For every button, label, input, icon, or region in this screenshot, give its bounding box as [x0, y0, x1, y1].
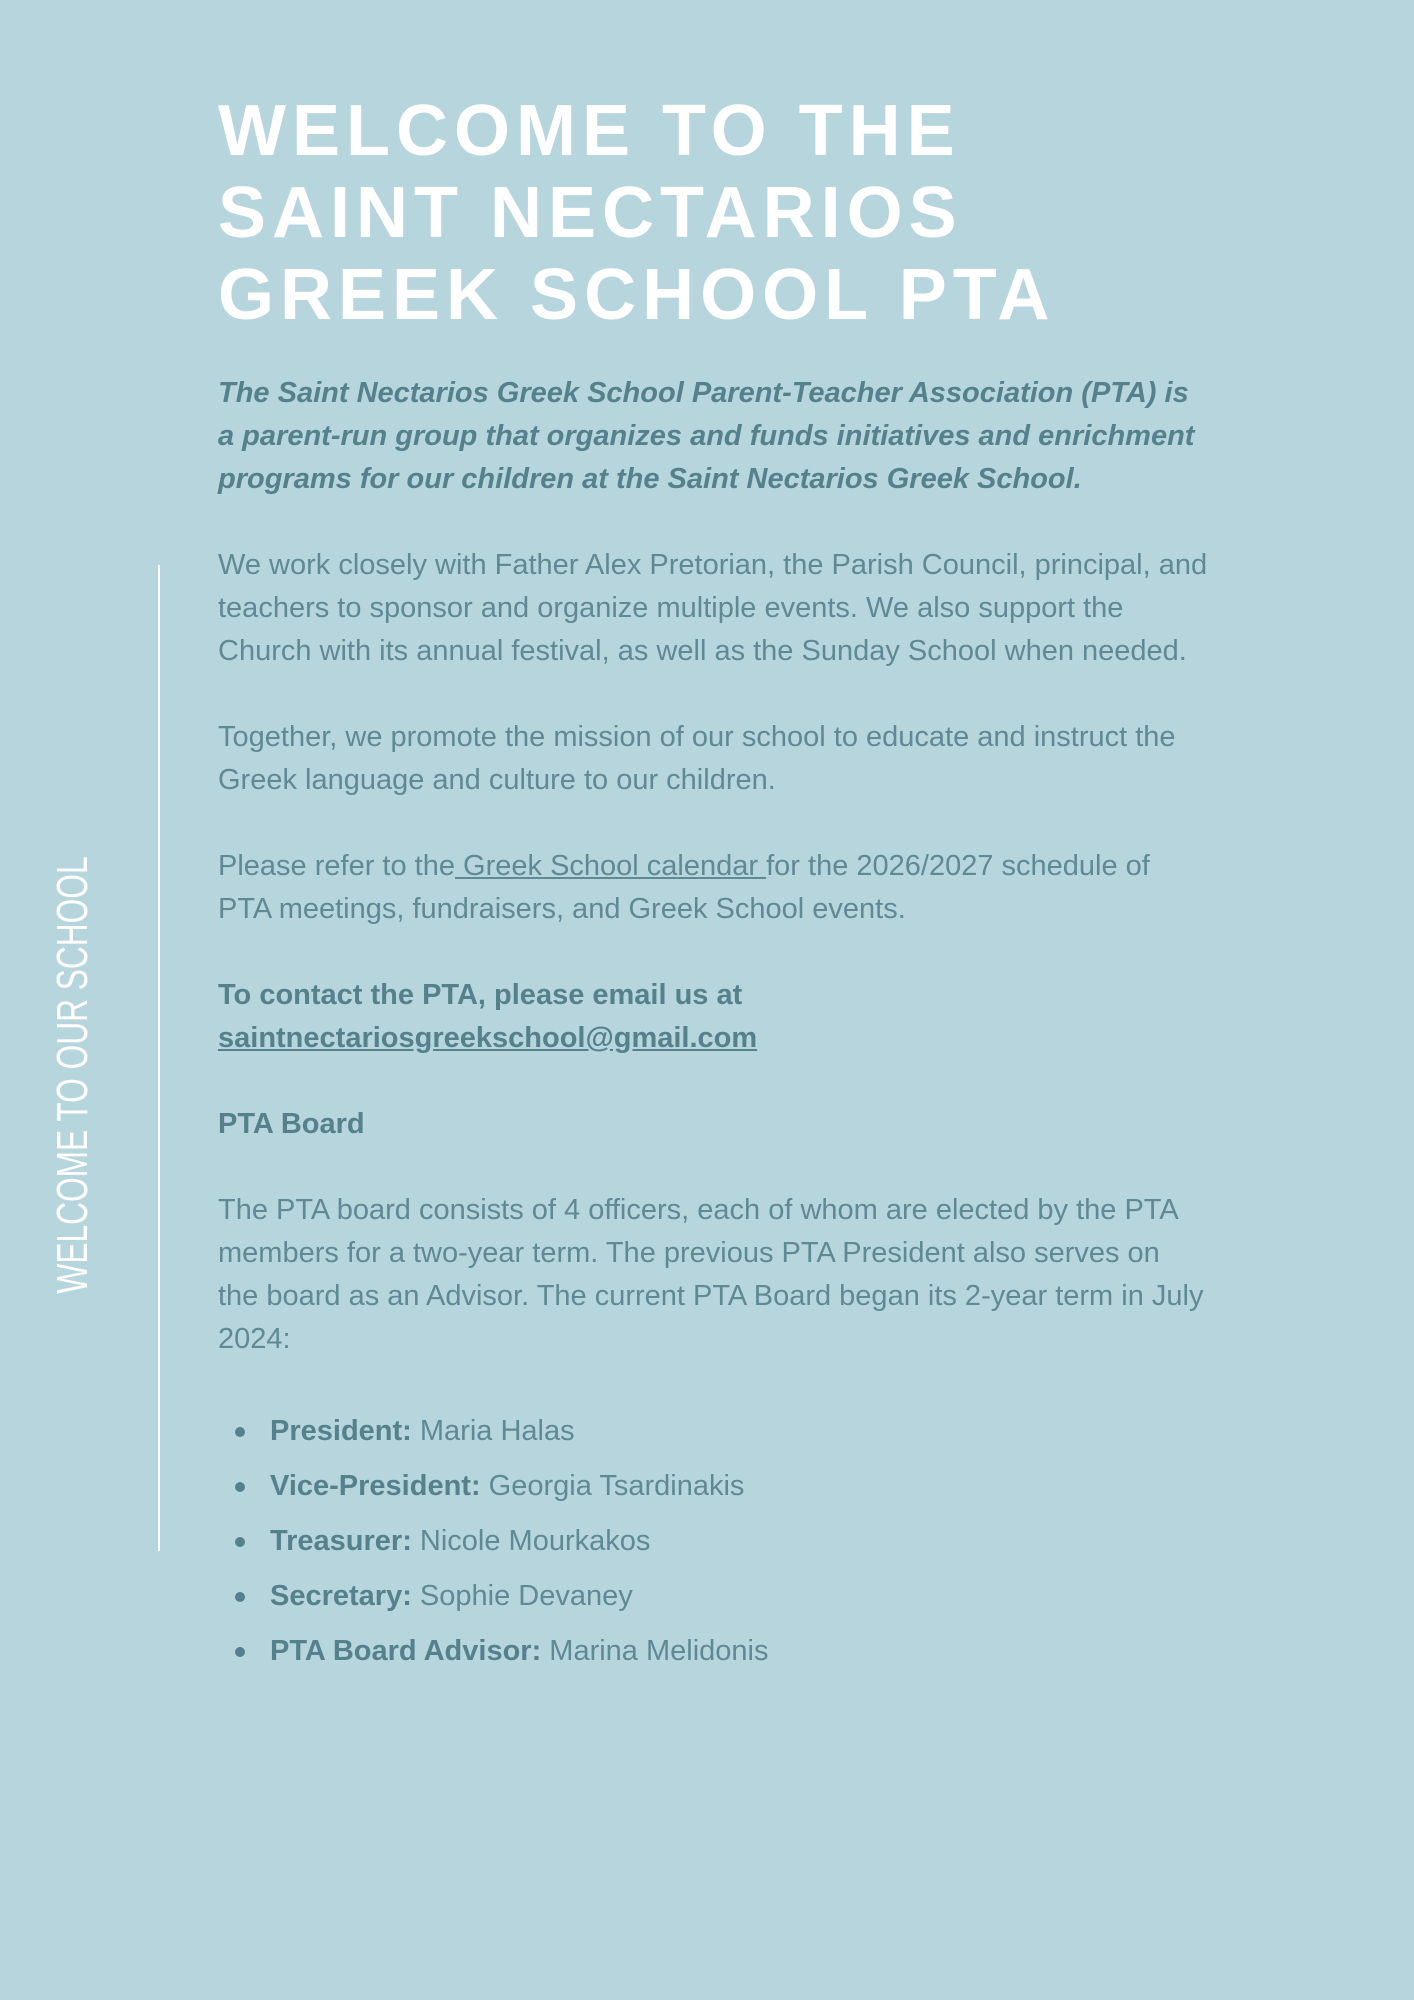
member-role: Treasurer:	[270, 1525, 412, 1557]
board-member-treasurer	[218, 1514, 1208, 1569]
paragraph-collaboration: We work closely with Father Alex Pretorian, the Parish Council, principal, and teachers to sponsor and organize multiple events. We also support the Church with its annual festival, as well as the Sunday School when needed.	[218, 549, 1208, 667]
member-name: Maria Halas	[411, 1415, 575, 1447]
member-role: President:	[270, 1415, 412, 1447]
intro-lead: The Saint Nectarios Greek School Parent-Teacher Association (PTA) is a parent-run group that organizes and funds initiatives and enrichment programs for our children at the Saint Nectarios Greek School.	[218, 377, 1195, 495]
board-members-list	[218, 1404, 1208, 1679]
bullet-icon	[235, 1537, 245, 1547]
vertical-divider	[158, 565, 160, 1551]
calendar-text-after: for the 2026/2027 schedule of PTA meetings, fundraisers, and Greek School events.	[218, 850, 1150, 925]
bullet-icon	[235, 1647, 245, 1657]
board-member-advisor	[218, 1624, 1208, 1679]
calendar-text-before: Please refer to the	[218, 850, 455, 882]
greek-school-calendar-link[interactable]: Greek School calendar	[454, 850, 767, 882]
bullet-icon	[235, 1592, 245, 1602]
contact-text: To contact the PTA, please email us at	[218, 979, 743, 1011]
main-content	[218, 90, 1208, 1679]
board-member-president	[218, 1404, 1208, 1459]
paragraph-mission: Together, we promote the mission of our school to educate and instruct the Greek language and culture to our children.	[218, 721, 1176, 796]
board-heading: PTA Board	[218, 1108, 365, 1140]
board-member-secretary	[218, 1569, 1208, 1624]
member-role: Secretary:	[270, 1580, 412, 1612]
contact-paragraph	[218, 974, 1208, 1060]
board-member-vice-president	[218, 1459, 1208, 1514]
member-name: Sophie Devaney	[411, 1580, 633, 1612]
member-name: Nicole Mourkakos	[411, 1525, 651, 1557]
member-role: PTA Board Advisor:	[270, 1635, 542, 1667]
member-role: Vice-President:	[270, 1470, 481, 1502]
bullet-icon	[235, 1427, 245, 1437]
page-title: WELCOME TO THE SAINT NECTARIOS GREEK SCHOOL PTA	[218, 91, 1056, 335]
member-name: Marina Melidonis	[541, 1635, 769, 1667]
bullet-icon	[235, 1482, 245, 1492]
side-label-text: WELCOME TO OUR SCHOOL	[48, 856, 97, 1294]
side-label	[48, 771, 98, 1378]
member-name: Georgia Tsardinakis	[480, 1470, 745, 1502]
contact-email-link[interactable]: saintnectariosgreekschool@gmail.com	[218, 1022, 758, 1054]
paragraph-calendar	[218, 845, 1208, 931]
board-description: The PTA board consists of 4 officers, each of whom are elected by the PTA members for a two-year term. The previous PTA President also serves on the board as an Advisor. The current PTA Board began its 2-year term in July 2024:	[218, 1194, 1204, 1355]
